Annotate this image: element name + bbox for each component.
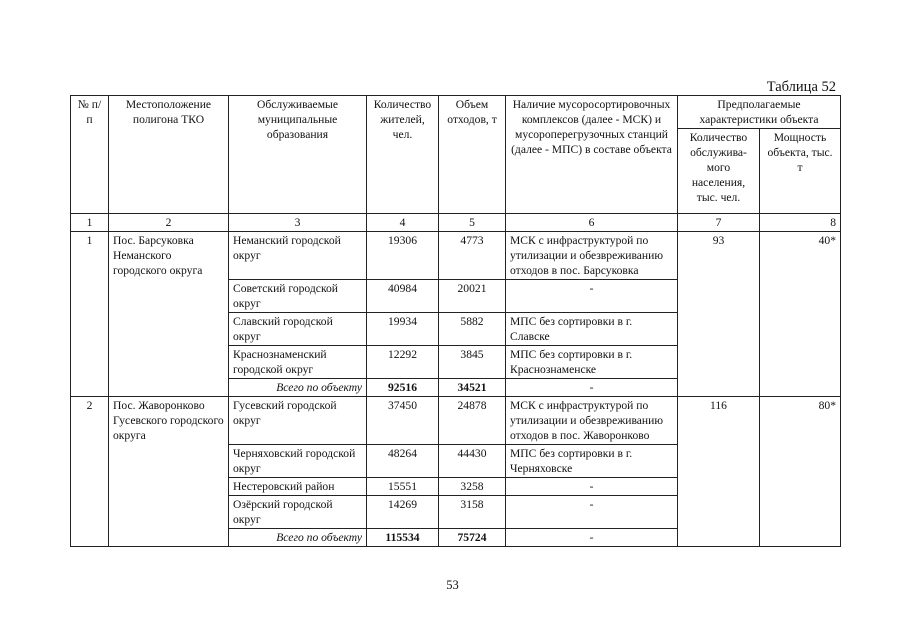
waste-cell: 24878: [439, 397, 506, 445]
header-waste: Объем отходов, т: [439, 96, 506, 214]
residents-cell: 37450: [367, 397, 439, 445]
header-facility: Наличие мусоросортировочных комплексов (далее - МСК) и мусороперегрузочных станций (далее - МПС) в составе объекта: [506, 96, 678, 214]
residents-cell: 40984: [367, 280, 439, 313]
residents-cell: 12292: [367, 346, 439, 379]
total-waste: 34521: [439, 379, 506, 397]
colnum-7: 7: [678, 214, 760, 232]
column-numbers-row: [71, 214, 841, 232]
group-number: 1: [71, 232, 109, 397]
municipality-cell: Черняховский городской округ: [229, 445, 367, 478]
group-location: Пос. Барсуковка Неманского городского округа: [109, 232, 229, 397]
colnum-8: 8: [760, 214, 841, 232]
header-row: [71, 96, 841, 129]
colnum-6: 6: [506, 214, 678, 232]
total-label: Всего по объекту: [229, 529, 367, 547]
total-residents: 92516: [367, 379, 439, 397]
total-waste: 75724: [439, 529, 506, 547]
header-group-characteristics: Предполагаемые характеристики объекта: [678, 96, 841, 129]
page-number: 53: [446, 578, 459, 592]
municipality-cell: Неманский городской округ: [229, 232, 367, 280]
facility-cell: МСК с инфраструктурой по утилизации и обезвреживанию отходов в пос. Жаворонково: [506, 397, 678, 445]
colnum-2: 2: [109, 214, 229, 232]
total-facility: -: [506, 379, 678, 397]
header-population: Количество обслужива-мого населения, тыс. чел.: [678, 129, 760, 214]
waste-cell: 3258: [439, 478, 506, 496]
residents-cell: 15551: [367, 478, 439, 496]
colnum-3: 3: [229, 214, 367, 232]
table-caption: Таблица 52: [766, 79, 836, 95]
facility-cell: МПС без сортировки в г. Черняховске: [506, 445, 678, 478]
table-row: [71, 232, 841, 280]
total-facility: -: [506, 529, 678, 547]
facility-cell: -: [506, 496, 678, 529]
table-row: [71, 397, 841, 445]
facility-cell: -: [506, 478, 678, 496]
waste-cell: 5882: [439, 313, 506, 346]
residents-cell: 19934: [367, 313, 439, 346]
group-capacity: 80*: [760, 397, 841, 547]
group-location: Пос. Жаворонково Гусевского городского округа: [109, 397, 229, 547]
header-num: № п/п: [71, 96, 109, 214]
colnum-4: 4: [367, 214, 439, 232]
municipality-cell: Славский городской округ: [229, 313, 367, 346]
facility-cell: МПС без сортировки в г. Краснознаменске: [506, 346, 678, 379]
colnum-5: 5: [439, 214, 506, 232]
landfill-table: [70, 95, 841, 547]
facility-cell: МСК с инфраструктурой по утилизации и обезвреживанию отходов в пос. Барсуковка: [506, 232, 678, 280]
residents-cell: 19306: [367, 232, 439, 280]
municipality-cell: Гусевский городской округ: [229, 397, 367, 445]
group-population: 93: [678, 232, 760, 397]
group-number: 2: [71, 397, 109, 547]
municipality-cell: Озёрский городской округ: [229, 496, 367, 529]
waste-cell: 44430: [439, 445, 506, 478]
header-residents: Количество жителей, чел.: [367, 96, 439, 214]
facility-cell: МПС без сортировки в г. Славске: [506, 313, 678, 346]
municipality-cell: Нестеровский район: [229, 478, 367, 496]
header-capacity: Мощность объекта, тыс. т: [760, 129, 841, 214]
waste-cell: 20021: [439, 280, 506, 313]
total-residents: 115534: [367, 529, 439, 547]
group-population: 116: [678, 397, 760, 547]
municipality-cell: Краснознаменский городской округ: [229, 346, 367, 379]
header-municipalities: Обслуживаемые муниципальные образования: [229, 96, 367, 214]
colnum-1: 1: [71, 214, 109, 232]
header-location: Местоположение полигона ТКО: [109, 96, 229, 214]
group-capacity: 40*: [760, 232, 841, 397]
total-label: Всего по объекту: [229, 379, 367, 397]
waste-cell: 4773: [439, 232, 506, 280]
municipality-cell: Советский городской округ: [229, 280, 367, 313]
residents-cell: 14269: [367, 496, 439, 529]
facility-cell: -: [506, 280, 678, 313]
residents-cell: 48264: [367, 445, 439, 478]
waste-cell: 3158: [439, 496, 506, 529]
waste-cell: 3845: [439, 346, 506, 379]
